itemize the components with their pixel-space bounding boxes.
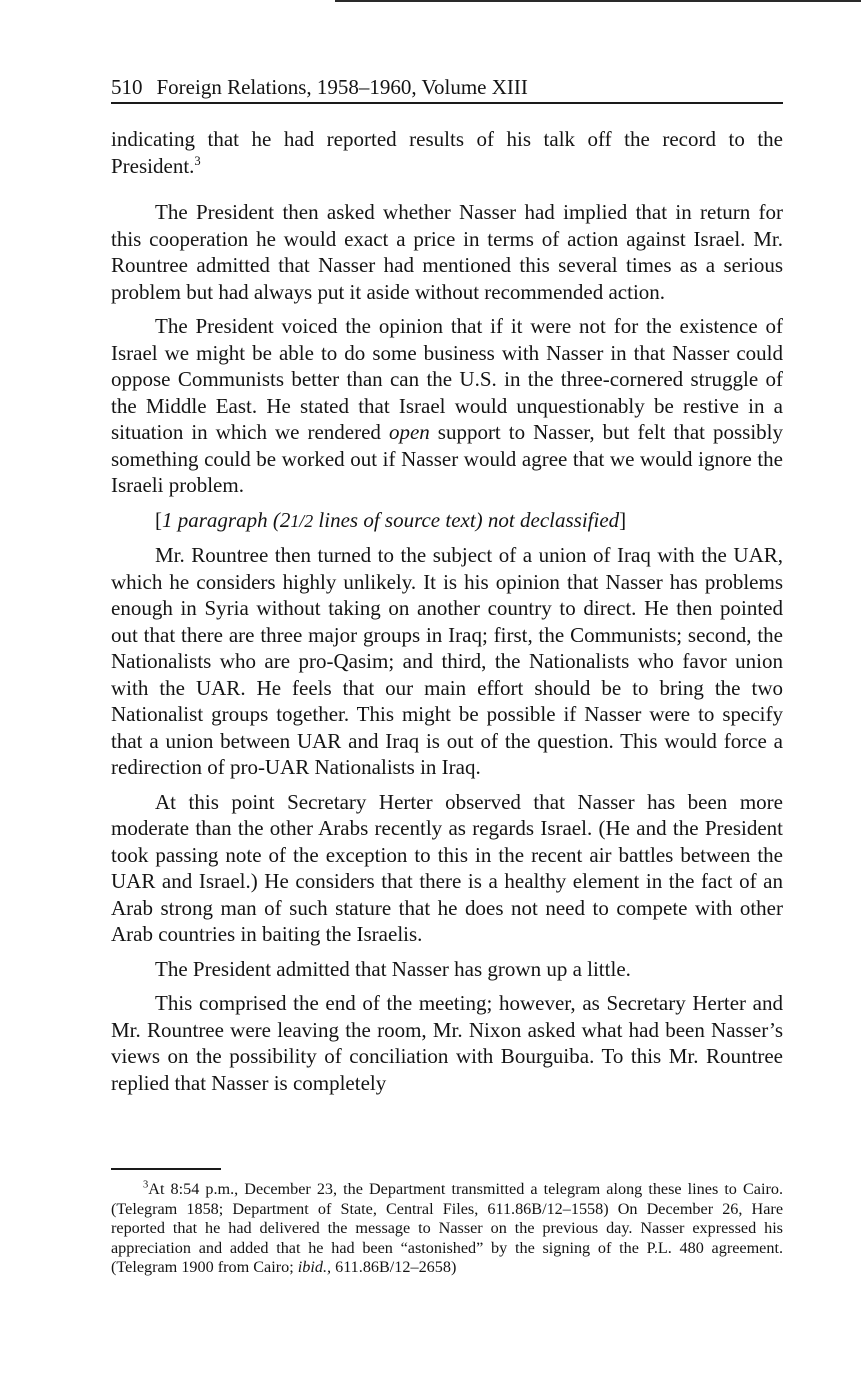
page-number: 510	[111, 75, 143, 99]
paragraph: The President admitted that Nasser has grown up a little.	[155, 956, 631, 981]
emphasis: open	[388, 420, 430, 444]
footnote-marker: 3	[143, 1179, 149, 1191]
footnote-reference: 3	[194, 153, 201, 168]
paragraph: Mr. Rountree then turned to the subject of a union of Iraq with the UAR, which he considers highly unlikely. It is his opinion that Nasser has problems enough in Syria without taking on another country to direct. He then pointed out that there are three major groups in Iraq; first, the Communists; second, the Nationalists who are pro-Qasim; and third, the Nationalists who favor union with the UAR. He feels that our main effort should be to bring the two Nationalist groups together. This might be possible if Nasser were to specify that a union between UAR and Iraq is out of the question. This would force a redirection of pro-UAR Nationalists in Iraq.	[111, 543, 783, 779]
paragraph: The President voiced the opinion that if it were not for the existence of Israel we might be able to do some business with Nasser in that Nasser could oppose Communists better than can the U.S. in the three-cornered struggle of the Middle East. He stated that Israel would unquestionably be restive in a situation in which we rendered open support to Nasser, but felt that possibly something could be worked out if Nasser would agree that we would ignore the Israeli problem.	[111, 314, 783, 497]
not-declassified-note: [1 paragraph (21/2 lines of source text) not declassified]	[155, 507, 627, 532]
paragraph: At this point Secretary Herter observed that Nasser has been more moderate than the other Arabs recently as regards Israel. (He and the President took passing note of the exception to this in the recent air battles between the UAR and Israel.) He considers that there is a healthy element in the fact of an Arab strong man of such stature that he does not need to compete with other Arab countries in baiting the Israelis.	[111, 789, 783, 946]
document-body	[111, 126, 783, 1096]
paragraph: This comprised the end of the meeting; however, as Secretary Herter and Mr. Rountree were leaving the room, Mr. Nixon asked what had been Nasser’s views on the possibility of conciliation with Bourguiba. To this Mr. Rountree replied that Nasser is completely	[111, 991, 783, 1095]
top-edge-rule	[335, 0, 861, 2]
paragraph: The President then asked whether Nasser had implied that in return for this cooperation he would exact a price in terms of action against Israel. Mr. Rountree admitted that Nasser had mentioned this several times as a serious problem but had always put it aside without recommended action.	[111, 200, 783, 304]
paragraph-continuation: indicating that he had reported results of his talk off the record to the President.$^3$	[111, 127, 783, 178]
footnote: $^3$At 8:54 p.m., December 23, the Department transmitted a telegram along these lines to Cairo. (Telegram 1858; Department of State, Central Files, 611.86B/12–1558) On December 26, Hare reported that he had delivered the message to Nasser on the previous day. Nasser expressed his appreciation and added that he had been “astonished” by the signing of the P.L. 480 agreement. (Telegram 1900 from Cairo; ibid., 611.86B/12–2658)	[111, 1179, 783, 1277]
footnote-separator	[111, 1168, 221, 1170]
running-title: Foreign Relations, 1958–1960, Volume XIII	[156, 75, 528, 99]
running-header	[111, 72, 783, 104]
